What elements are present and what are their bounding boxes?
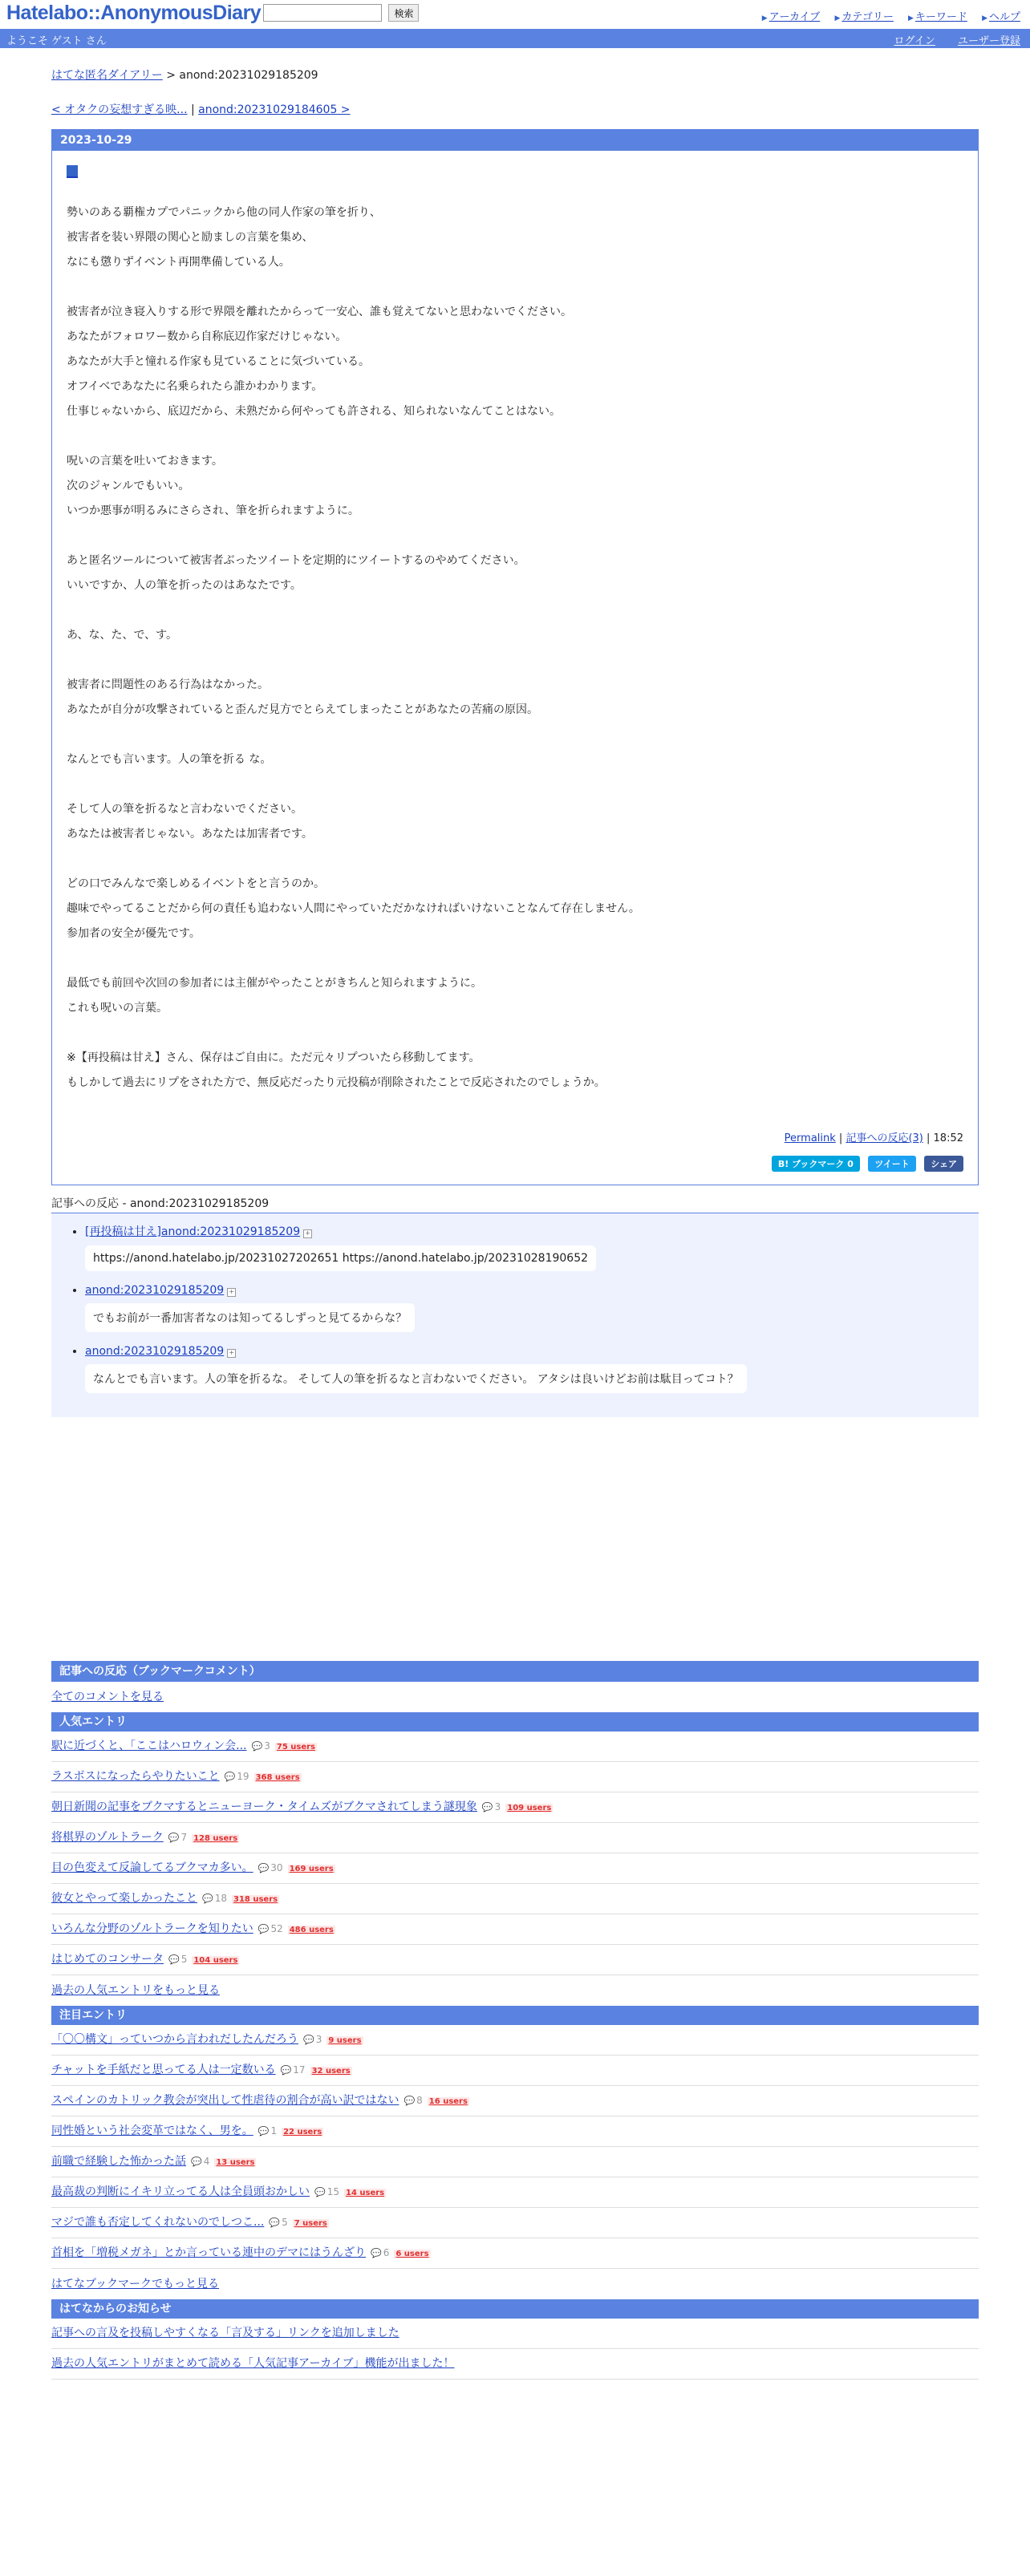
entry-line [67,772,963,797]
popular-entries-list [51,1732,979,1975]
entry-footer: Permalink | 記事への反応(3) | 18:52 [784,1132,963,1144]
entry-title-link[interactable]: スペインのカトリック教会が突出して性虐待の割合が高い訳ではない [51,2094,399,2107]
entry-time: 18:52 [933,1132,963,1144]
comment-count[interactable]: 💬 18 [202,1893,227,1904]
entry-title-link[interactable]: チャットを手紙だと思ってる人は一定数いる [51,2064,276,2076]
entry-line: オフイベであなたに名乗られたら誰かわかります。 [67,380,323,393]
entry-line: なんとでも言います。人の筆を折る な。 [67,753,272,766]
reactions-title: 記事への反応 - anond:20231029185209 [51,1195,979,1213]
bookmark-users-badge[interactable]: 32 users [311,2067,351,2076]
facebook-share-button[interactable]: シェア [924,1156,963,1172]
breadcrumb [51,67,979,83]
entry-line [67,946,963,971]
comment-count[interactable]: 💬 17 [281,2064,306,2076]
entry-line: あなたは被害者じゃない。あなたは加害者です。 [67,828,313,840]
welcome-bar [0,29,1030,48]
reactions-count-link[interactable]: 記事への反応(3) [845,1132,923,1144]
reaction-link[interactable]: anond:20231029185209 [85,1284,225,1297]
pager-separator: | [190,103,195,116]
bookmark-users-badge[interactable]: 13 users [216,2158,255,2167]
hot-entries-header: 注目エントリ [51,2006,979,2025]
entry-title-link[interactable]: 目の色変えて反論してるブクマカ多い。 [51,1861,253,1874]
search-input[interactable] [263,4,382,22]
entry-row [51,1762,979,1792]
entry-line: もしかして過去にリプをされた方で、無反応だったり元投稿が削除されたことで反応されたのでしょうか。 [67,1076,606,1089]
search-form [263,4,419,22]
share-buttons [67,1156,963,1185]
bookmark-users-badge[interactable]: 14 users [345,2189,385,2197]
hot-entries-list [51,2025,979,2269]
entry-line [67,723,963,747]
entry-row [51,1823,979,1853]
diary-entry [51,129,979,1185]
bookmark-users-badge[interactable]: 104 users [193,1956,238,1965]
news-row [51,2349,979,2380]
breadcrumb-home[interactable]: はてな匿名ダイアリー [51,69,163,82]
entry-line: 趣味でやってることだから何の責任も追わない人間にやっていただかなければいけないことなんて存在しません。 [67,902,640,915]
bookmark-users-badge[interactable]: 486 users [289,1926,334,1934]
entry-title-link[interactable]: マジで誰も否定してくれないのでしつこ... [51,2216,265,2229]
comment-count[interactable]: 💬 1 [258,2125,277,2137]
entry-line: これも呪いの言葉。 [67,1002,168,1015]
reaction-item [85,1284,979,1332]
all-comments-row [51,1682,979,1712]
comment-count[interactable]: 💬 3 [482,1801,501,1813]
breadcrumb-current: anond:20231029185209 [179,69,318,82]
entry-line: 最低でも前回や次回の参加者には主催がやったことがきちんと知られますように。 [67,977,482,990]
permalink-link[interactable]: Permalink [784,1132,836,1144]
prev-entry-link[interactable]: < オタクの妄想すぎる映... [51,103,188,116]
entry-line [67,424,963,449]
main-content [51,67,979,2380]
entry-line: いつか悪事が明るみにさらされ、筆を折られますように。 [67,504,359,517]
entry-row [51,1792,979,1823]
entry-title-link[interactable]: いろんな分野のゾルトラークを知りたい [51,1922,253,1935]
entry-row [51,1884,979,1914]
reaction-item [85,1345,979,1393]
bookmark-users-badge[interactable]: 368 users [255,1773,300,1782]
entry-body [67,200,963,1096]
entry-line [67,275,963,300]
top-bar [0,0,1030,29]
comment-count[interactable]: 💬 3 [252,1740,270,1752]
bookmark-share-button[interactable]: B! ブックマーク 0 [772,1156,860,1172]
next-entry-link[interactable]: anond:20231029184605 > [198,103,351,116]
comment-count[interactable]: 💬 30 [258,1862,283,1873]
comment-count[interactable]: 💬 6 [371,2247,389,2258]
bookmark-users-badge[interactable]: 109 users [507,1804,552,1813]
news-header: はてなからのお知らせ [51,2299,979,2319]
news-link[interactable]: 記事への言及を投稿しやすくなる「言及する」リンクを追加しました [51,2327,399,2339]
bookmark-users-badge[interactable]: 75 users [276,1743,315,1752]
expand-icon[interactable]: + [227,1349,236,1358]
bookmark-users-badge[interactable]: 6 users [395,2250,429,2258]
entry-line: あなたが大手と憧れる作家も見ていることに気づいている。 [67,355,370,368]
welcome-text: ようこそ ゲスト さん [6,35,107,47]
nav-help[interactable]: ▶ ヘルプ [982,11,1020,23]
reaction-item [85,1223,979,1271]
nav-keyword[interactable]: ▶ キーワード [908,11,967,23]
entry-row [51,2025,979,2056]
news-row [51,2319,979,2349]
nav-archive[interactable]: ▶ アーカイブ [762,11,821,23]
hot-more-link[interactable]: はてなブックマークでもっと見る [51,2278,220,2290]
reaction-excerpt: でもお前が一番加害者なのは知ってるしずっと見てるからな？ [85,1303,415,1332]
entry-title-link[interactable]: 駅に近づくと、「ここはハロウィン会... [51,1740,247,1752]
pager [51,101,979,117]
entry-row [51,2208,979,2238]
search-button[interactable]: 検索 [388,4,419,22]
entry-line [67,847,963,872]
entry-title-link[interactable]: ラスボスになったらやりたいこと [51,1770,220,1783]
popular-more-link[interactable]: 過去の人気エントリをもっと見る [51,1984,220,1997]
news-list [51,2319,979,2380]
entry-title-link[interactable]: 「〇〇構文」っていつから言われだしたんだろう [51,2033,298,2046]
entry-line: いいですか、人の筆を折ったのはあなたです。 [67,579,302,592]
bookmark-users-badge[interactable]: 128 users [193,1834,238,1843]
comment-count[interactable]: 💬 5 [168,1954,187,1965]
reaction-excerpt: なんとでも言います。人の筆を折るな。 そして人の筆を折るなと言わないでください。 アタシは良いけどお前は駄目ってコト？ [85,1364,747,1393]
reaction-link[interactable]: [再投稿は甘え]anond:20231029185209 [85,1225,301,1238]
entry-line [67,524,963,549]
entry-line: 参加者の安全が優先です。 [67,927,201,940]
entry-line: 呪いの言葉を吐いておきます。 [67,455,223,468]
entry-title-link[interactable]: 前職で経験した怖かった話 [51,2155,186,2168]
register-link[interactable]: ユーザー登録 [957,35,1020,47]
entry-line: あ、な、た、で、す。 [67,629,178,642]
entry-row [51,2238,979,2269]
comment-count[interactable]: 💬 8 [403,2095,422,2106]
entry-line: ※【再投稿は甘え】さん、保存はご自由に。ただ元々リプついたら移動してます。 [67,1051,481,1064]
entry-row [51,2147,979,2177]
all-comments-link[interactable]: 全てのコメントを見る [51,1691,164,1703]
reactions-list [51,1213,979,1417]
entry-line: 次のジャンルでもいい。 [67,480,190,492]
entry-row [51,1914,979,1945]
entry-line: なにも懲りずイベント再開準備している人。 [67,256,290,269]
reaction-link[interactable]: anond:20231029185209 [85,1345,225,1358]
comment-count[interactable]: 💬 5 [269,2217,287,2228]
entry-line [67,1021,963,1046]
entry-row [51,1945,979,1975]
expand-icon[interactable]: + [227,1288,236,1297]
breadcrumb-separator: > [166,69,176,82]
tweet-button[interactable]: ツイート [868,1156,915,1172]
bookmark-comments-header: 記事への反応（ブックマークコメント） [51,1661,979,1682]
entry-line: 勢いのある覇権カプでパニックから他の同人作家の筆を折り、 [67,206,381,219]
bookmark-users-badge[interactable]: 7 users [294,2219,327,2228]
entry-line [67,648,963,673]
entry-line: あと匿名ツールについて被害者ぶったツイートを定期的にツイートするのやめてください。 [67,554,525,567]
entry-title-link[interactable]: 同性婚という社会変革ではなく、男を。 [51,2124,253,2137]
bookmark-users-badge[interactable]: 169 users [289,1865,334,1873]
top-nav [751,8,1020,23]
entry-row [51,1853,979,1884]
entry-row [51,1732,979,1762]
expand-icon[interactable]: + [303,1229,312,1238]
bookmark-users-badge[interactable]: 16 users [428,2097,468,2106]
entry-line: あなたが自分が攻撃されていると歪んだ見方でとらえてしまったことがあなたの苦痛の原因。 [67,703,538,716]
login-link[interactable]: ログイン [894,35,935,47]
entry-line: そして人の筆を折るなと言わないでください。 [67,803,302,816]
entry-title-link[interactable]: 彼女とやって楽しかったこと [51,1892,197,1905]
entry-row [51,2177,979,2208]
comment-count[interactable]: 💬 19 [225,1771,249,1782]
entry-title-link[interactable]: 最高裁の判断にイキリ立ってる人は全員頭おかしい [51,2185,310,2198]
reaction-excerpt: https://anond.hatelabo.jp/20231027202651 https://anond.hatelabo.jp/20231028190652 [85,1245,596,1271]
popular-more-row [51,1975,979,2006]
entry-anchor-icon[interactable] [67,165,78,178]
comment-count[interactable]: 💬 52 [258,1923,283,1934]
bookmark-users-badge[interactable]: 9 users [328,2036,362,2045]
hot-more-row [51,2269,979,2299]
bookmark-users-badge[interactable]: 318 users [233,1895,278,1904]
entry-line: 被害者が泣き寝入りする形で界隈を離れたからって一安心、誰も覚えてないと思わないでください。 [67,306,572,318]
news-link[interactable]: 過去の人気エントリがまとめて読める「人気記事アーカイブ」機能が出ました！ [51,2357,455,2370]
entry-title-link[interactable]: はじめてのコンサータ [51,1953,164,1966]
entry-row [51,2056,979,2086]
entry-line [67,598,963,623]
entry-title-link[interactable]: 朝日新聞の記事をブクマするとニューヨーク・タイムズがブクマされてしまう謎現象 [51,1800,477,1813]
comment-count[interactable]: 💬 7 [168,1832,187,1843]
comment-count[interactable]: 💬 4 [191,2156,209,2167]
bookmark-users-badge[interactable]: 22 users [283,2128,322,2137]
comment-count[interactable]: 💬 3 [303,2034,322,2045]
entry-date: 2023-10-29 [52,130,978,151]
entry-title-link[interactable]: 将棋界のゾルトラーク [51,1831,164,1844]
entry-title-link[interactable]: 首相を「増税メガネ」とか言っている連中のデマにはうんざり [51,2246,366,2259]
popular-entries-header: 人気エントリ [51,1712,979,1732]
entry-line: あなたがフォロワー数から自称底辺作家だけじゃない。 [67,330,347,343]
nav-category[interactable]: ▶ カテゴリー [834,11,893,23]
comment-count[interactable]: 💬 15 [314,2186,339,2197]
site-logo[interactable]: Hatelabo::AnonymousDiary [6,2,262,24]
entry-line: 被害者に問題性のある行為はなかった。 [67,678,269,691]
entry-row [51,2086,979,2116]
entry-line: 仕事じゃないから、底辺だから、未熟だから何やっても許される、知られないなんてことはない。 [67,405,561,418]
entry-line: どの口でみんなで楽しめるイベントをと言うのか。 [67,877,325,890]
entry-row [51,2116,979,2147]
entry-line: 被害者を装い界隈の関心と励ましの言葉を集め、 [67,231,314,244]
